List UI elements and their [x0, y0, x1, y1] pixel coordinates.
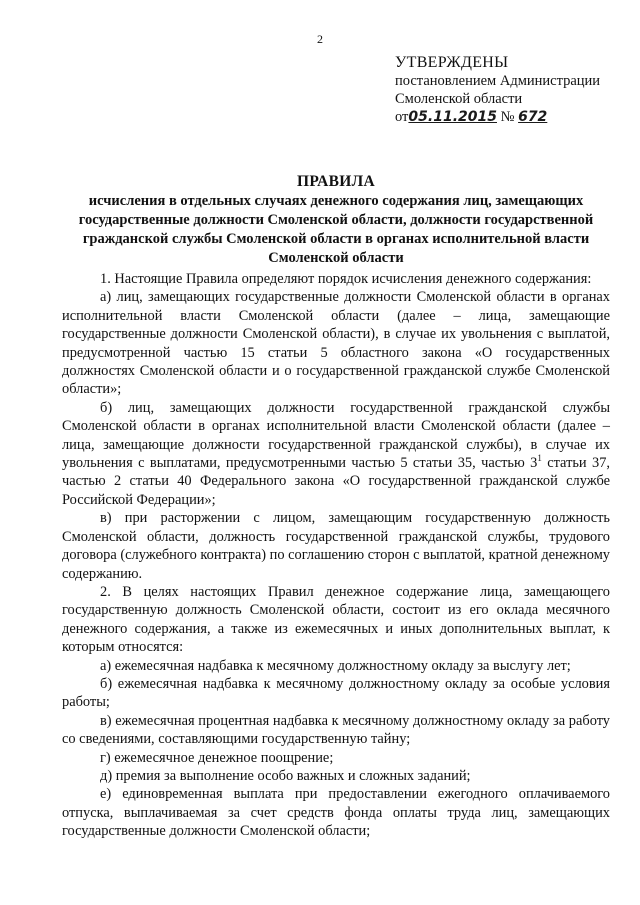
- approval-line-1: постановлением Администрации: [395, 73, 601, 89]
- paragraph-1-c: в) при расторжении с лицом, замещающим государственную должность Смоленской области, должность государственной гражданской службы, трудового договора (служебного контракта) по соглашению сторон с выплатой, кратной денежному содержанию.: [62, 510, 610, 582]
- document-title-block: [62, 172, 610, 268]
- paragraph-2-f: е) единовременная выплата при предоставлении ежегодного оплачиваемого отпуска, выплачиваемая за счет средств фонда оплаты труда лиц, замещающих государственные должности Смоленской области;: [62, 786, 610, 840]
- paragraph-2-e: д) премия за выполнение особо важных и сложных заданий;: [100, 767, 471, 784]
- approval-number-value: 672: [518, 109, 548, 125]
- paragraph-2-a: а) ежемесячная надбавка к месячному должностному окладу за выслугу лет;: [100, 657, 571, 674]
- approval-date-line: [395, 108, 635, 126]
- approval-line-2: Смоленской области: [395, 91, 523, 107]
- approval-stamp: [395, 54, 635, 126]
- paragraph-2: 2. В целях настоящих Правил денежное содержание лица, замещающего государственную должность Смоленской области, состоит из его оклада месячного денежного содержания, а также из ежемесячных и иных дополнительных выплат, к которым относятся:: [62, 583, 610, 656]
- approval-date-prefix: от: [395, 109, 409, 125]
- approval-date-value: 05.11.2015: [408, 109, 497, 125]
- page-number: 2: [317, 32, 323, 46]
- paragraph-1: 1. Настоящие Правила определяют порядок исчисления денежного содержания:: [100, 271, 592, 287]
- paragraph-1-b: [62, 399, 610, 509]
- paragraph-1-a: а) лиц, замещающих государственные должности Смоленской области в органах исполнительной власти Смоленской области (далее – лица, замещающие государственные должности Смоленской области), в случае их увольнения с выплатой, предусмотренной частью 15 статьи 5 областного закона «О государственных должностях Смоленской области и о государственной гражданской службе Смоленской области»;: [62, 289, 610, 398]
- paragraph-2-d: г) ежемесячное денежное поощрение;: [100, 749, 334, 766]
- paragraph-1-b-superscript: 1: [537, 453, 542, 464]
- paragraph-2-b: б) ежемесячная надбавка к месячному должностному окладу за особые условия работы;: [62, 675, 610, 711]
- approval-heading: УТВЕРЖДЕНЫ: [395, 54, 509, 71]
- document-title: ПРАВИЛА: [297, 173, 375, 190]
- document-subtitle: исчисления в отдельных случаях денежного содержания лиц, замещающих государственные должности Смоленской области, должности государственной гражданской службы Смоленской области в органах исполнительной власти Смоленской области: [78, 193, 594, 266]
- paragraph-2-c: в) ежемесячная процентная надбавка к месячному должностному окладу за работу со сведениями, составляющими государственную тайну;: [62, 712, 610, 748]
- approval-number-sign: №: [500, 109, 515, 125]
- paragraph-1-b-text: б) лиц, замещающих должности государственной гражданской службы Смоленской области в органах исполнительной власти Смоленской области (далее – лица, замещающие должности государственной гражданской службы), в случае их увольнения с выплатами, предусмотренными частью 5 статьи 35, частью 3: [62, 399, 610, 472]
- paragraph-1-b-text-end: статьи 37, частью 2 статьи 40 Федерального закона «О государственной гражданской службе Российской Федерации»;: [62, 455, 610, 508]
- document-body: [62, 270, 610, 841]
